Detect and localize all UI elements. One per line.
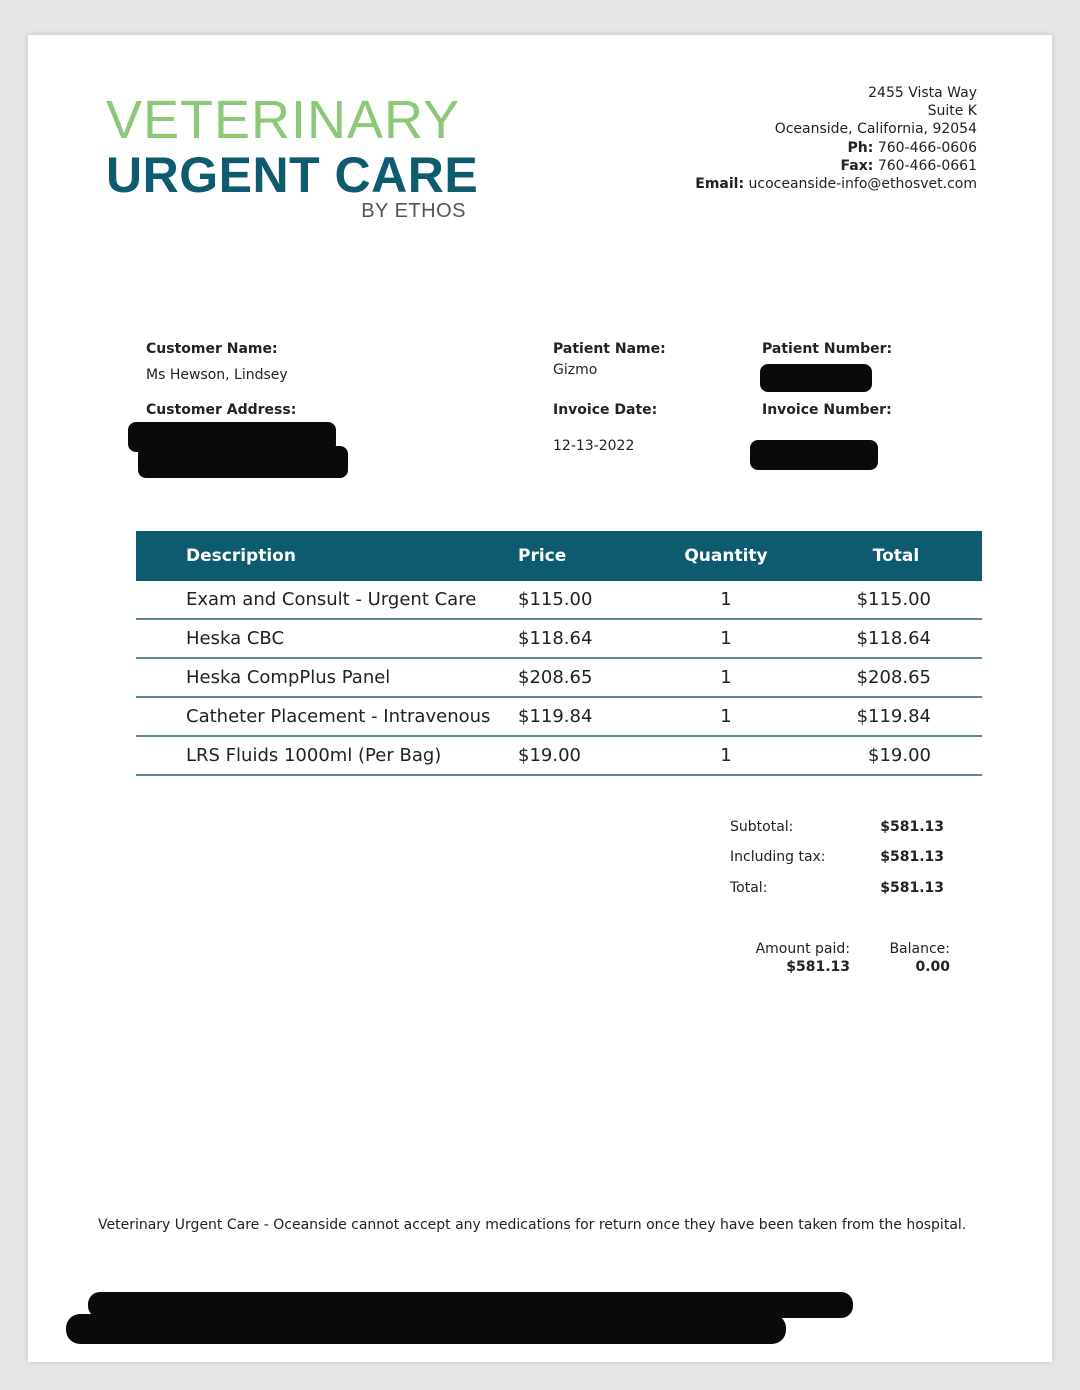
row-total: $118.64 [856, 628, 931, 649]
amount-paid-label: Amount paid: [755, 941, 850, 957]
row-quantity: 1 [720, 628, 732, 649]
clinic-phone [695, 139, 977, 157]
balance-label: Balance: [889, 941, 950, 957]
header-quantity: Quantity [684, 546, 768, 566]
table-row [136, 737, 982, 776]
logo-line-by-ethos: BY ETHOS [361, 200, 466, 222]
row-quantity: 1 [720, 745, 732, 766]
total-label: Total: [730, 880, 768, 896]
row-description: LRS Fluids 1000ml (Per Bag) [186, 745, 442, 766]
table-row [136, 659, 982, 698]
line-items-table [136, 531, 982, 776]
balance [870, 940, 950, 976]
clinic-address-line2: Suite K [927, 103, 977, 120]
clinic-city: Oceanside, California, 92054 [774, 121, 977, 138]
table-row [136, 698, 982, 737]
row-description: Heska CompPlus Panel [186, 667, 391, 688]
table-row [136, 581, 982, 620]
amount-paid-value: $581.13 [786, 959, 850, 975]
invoice-number-label: Invoice Number: [762, 402, 892, 418]
phone-label: Ph: [847, 139, 874, 156]
row-total: $19.00 [868, 745, 931, 766]
row-description: Heska CBC [186, 628, 285, 649]
row-price: $118.64 [518, 628, 593, 649]
clinic-contact-info [695, 84, 977, 193]
tax-value: $581.13 [880, 849, 944, 865]
total-value: $581.13 [880, 880, 944, 896]
invoice-date-label: Invoice Date: [553, 402, 658, 418]
email-label: Email: [695, 176, 745, 193]
patient-name-value: Gizmo [553, 362, 598, 378]
redaction-footer-2 [66, 1314, 786, 1344]
row-total: $115.00 [856, 589, 931, 610]
patient-name-label: Patient Name: [553, 341, 666, 357]
logo-line-urgent-care: URGENT CARE [106, 147, 479, 203]
redaction-invoice-number [750, 440, 878, 470]
subtotal-label: Subtotal: [730, 819, 794, 835]
clinic-fax [695, 157, 977, 175]
table-header [136, 531, 982, 581]
amount-paid [740, 940, 850, 976]
row-total: $208.65 [856, 667, 931, 688]
clinic-email [695, 175, 977, 193]
clinic-address-line1: 2455 Vista Way [868, 85, 977, 101]
row-price: $115.00 [518, 589, 593, 610]
tax-label: Including tax: [730, 849, 826, 865]
invoice-date-value: 12-13-2022 [553, 438, 635, 454]
return-policy-note: Veterinary Urgent Care - Oceanside cannot accept any medications for return once they have been taken from the hospital. [98, 1217, 967, 1233]
patient-number-label: Patient Number: [762, 341, 893, 357]
header-total: Total [872, 546, 920, 566]
logo-line-veterinary: VETERINARY [106, 90, 461, 150]
fax-value: 760-466-0661 [877, 157, 977, 174]
row-quantity: 1 [720, 706, 732, 727]
subtotal-value: $581.13 [880, 819, 944, 835]
balance-value: 0.00 [915, 959, 950, 975]
customer-name-value: Ms Hewson, Lindsey [146, 367, 288, 383]
row-description: Catheter Placement - Intravenous [186, 706, 491, 727]
header-description: Description [186, 546, 296, 566]
row-quantity: 1 [720, 589, 732, 610]
header-price: Price [518, 546, 567, 566]
row-description: Exam and Consult - Urgent Care [186, 589, 477, 610]
fax-label: Fax: [840, 157, 874, 174]
row-price: $208.65 [518, 667, 593, 688]
row-price: $19.00 [518, 745, 581, 766]
row-quantity: 1 [720, 667, 732, 688]
row-total: $119.84 [856, 706, 931, 727]
customer-name-label: Customer Name: [146, 341, 278, 357]
redaction-customer-address-2 [138, 446, 348, 478]
phone-value: 760-466-0606 [877, 139, 977, 156]
customer-address-label: Customer Address: [146, 402, 297, 418]
table-row [136, 620, 982, 659]
email-value: ucoceanside-info@ethosvet.com [748, 176, 977, 193]
redaction-patient-number [760, 364, 872, 392]
row-price: $119.84 [518, 706, 593, 727]
